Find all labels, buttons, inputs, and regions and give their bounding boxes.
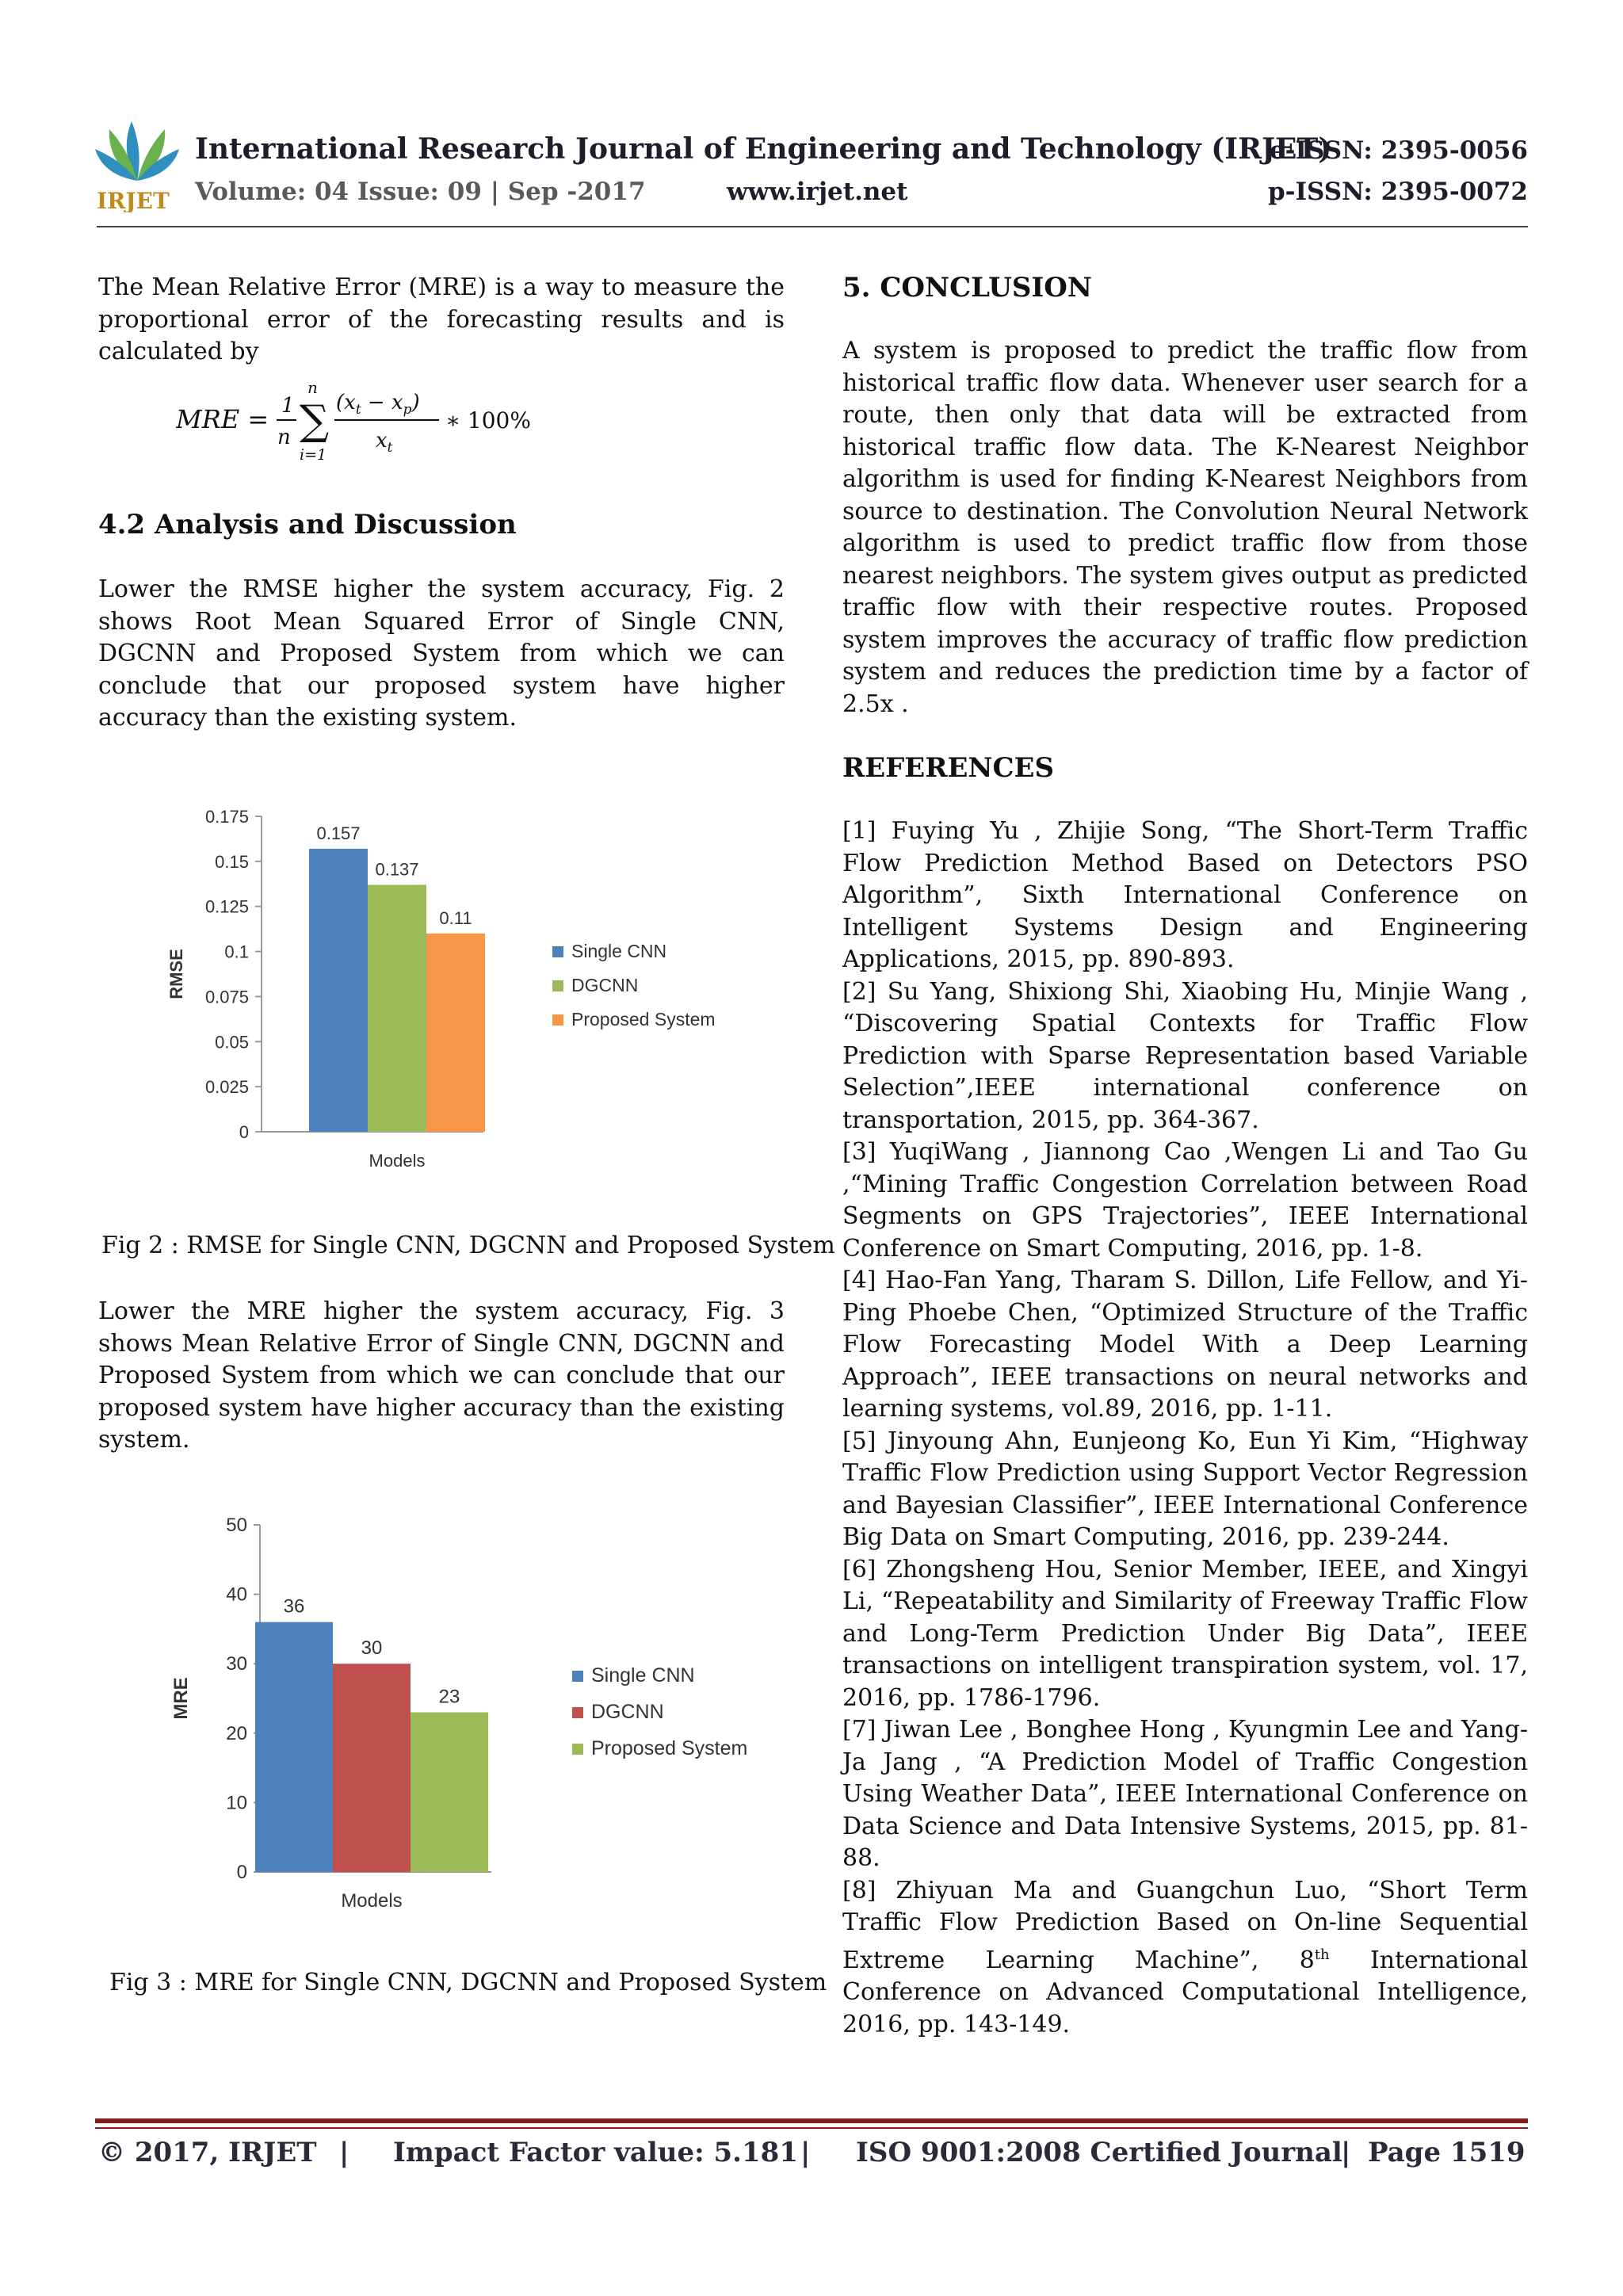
formula-sum-top: n — [307, 378, 318, 397]
fig2-caption: Fig 2 : RMSE for Single CNN, DGCNN and Proposed System — [101, 1232, 835, 1259]
reference-item: [6] Zhongsheng Hou, Senior Member, IEEE, and Xingyi Li, “Repeatability and Similarity of Freeway Traffic Flow and Long-Term Prediction Under Big Data”, IEEE transactions on intelligent transpiration system, vol. 17, 2016, pp. 1786-1796. — [842, 1555, 1528, 1712]
y-tick-label: 50 — [226, 1515, 247, 1536]
footer-copyright: © 2017, IRJET — [98, 2137, 317, 2168]
paragraph-rmse: Lower the RMSE higher the system accuracy, Fig. 2 shows Root Mean Squared Error of Single CNN, DGCNN and Proposed System from which we can conclude that our proposed system have higher accuracy than the existing system. — [98, 575, 785, 732]
footer-separator: | — [1341, 2137, 1351, 2168]
formula-frac-num: 1 — [281, 394, 295, 418]
reference-item: [1] Fuying Yu , Zhijie Song, “The Short-Term Traffic Flow Prediction Method Based on Detectors PSO Algorithm”, Sixth International Conference on Intelligent Systems Design and Engineering Applications, 2015, pp. 890-893. — [842, 817, 1528, 973]
logo-text: IRJET — [97, 188, 170, 212]
y-tick-label: 0.075 — [204, 987, 249, 1007]
data-label: 0.157 — [316, 823, 361, 843]
legend-label: Proposed System — [591, 1737, 748, 1759]
footer-page-number: Page 1519 — [1368, 2137, 1526, 2168]
y-tick-label: 20 — [226, 1722, 247, 1744]
footer-separator: | — [800, 2137, 811, 2168]
footer-separator: | — [339, 2137, 349, 2168]
footer-divider-thin — [95, 2127, 1528, 2129]
paragraph-mre: Lower the MRE higher the system accuracy, Fig. 3 shows Mean Relative Error of Single CNN, DGCNN and Proposed System from which we can conclude that our proposed system have higher accuracy than the existing system. — [98, 1297, 785, 1454]
formula-inner-num: $(x_t - x_p)$ — [336, 391, 420, 418]
footer-divider — [95, 2118, 1528, 2123]
y-tick-label: 0.175 — [204, 807, 249, 827]
legend-label: DGCNN — [571, 975, 639, 995]
legend-swatch — [552, 980, 563, 991]
website-link[interactable]: www.irjet.net — [727, 178, 908, 206]
left-column — [98, 272, 785, 369]
y-tick-label: 10 — [226, 1792, 247, 1814]
bar — [255, 1622, 333, 1872]
eissn: e-ISSN: 2395-0056 — [1269, 136, 1528, 165]
y-tick-label: 0.1 — [224, 942, 249, 962]
rmse-bar-chart — [158, 793, 761, 1181]
legend-swatch — [572, 1707, 583, 1718]
paragraph-mre-intro: The Mean Relative Error (MRE) is a way to measure the proportional error of the forecasting results and is calculated by — [98, 273, 785, 365]
y-tick-label: 40 — [226, 1584, 247, 1606]
reference-item: [5] Jinyoung Ahn, Eunjeong Ko, Eun Yi Kim, “Highway Traffic Flow Prediction using Support Vector Regression and Bayesian Classifier”, IEEE International Conference Big Data on Smart Computing, 2016, pp. 239-244. — [842, 1427, 1528, 1551]
y-tick-label: 0.125 — [204, 896, 249, 917]
data-label: 30 — [361, 1637, 383, 1660]
volume-issue: Volume: 04 Issue: 09 | Sep -2017 — [195, 178, 646, 206]
y-tick-label: 0.025 — [204, 1077, 249, 1098]
y-axis-label: MRE — [170, 1677, 192, 1720]
formula-sum-bottom: i=1 — [300, 446, 327, 464]
mre-bar-chart — [158, 1506, 761, 1934]
left-column-section — [98, 509, 785, 735]
x-axis-label: Models — [341, 1890, 403, 1912]
bar — [368, 884, 426, 1132]
legend-label: Single CNN — [571, 941, 667, 961]
section-heading-references: REFERENCES — [842, 752, 1055, 784]
reference-item: [2] Su Yang, Shixiong Shi, Xiaobing Hu, Minjie Wang , “Discovering Spatial Contexts for Traffic Flow Prediction with Sparse Representation based Variable Selection”,IEEE international conference on transportation, 2015, pp. 364-367. — [842, 977, 1528, 1134]
reference-item: [7] Jiwan Lee , Bonghee Hong , Kyungmin Lee and Yang-Ja Jang , “A Prediction Model of Traffic Congestion Using Weather Data”, IEEE International Conference on Data Science and Data Intensive Systems, 2015, pp. 81-88. — [842, 1716, 1528, 1872]
reference-item: [4] Hao-Fan Yang, Tharam S. Dillon, Life Fellow, and Yi-Ping Phoebe Chen, “Optimized Structure of the Traffic Flow Forecasting Model With a Deep Learning Approach”, IEEE transactions on neural networks and learning systems, vol.89, 2016, pp. 1-11. — [842, 1266, 1528, 1423]
pissn: p-ISSN: 2395-0072 — [1267, 178, 1528, 206]
legend-label: DGCNN — [591, 1701, 664, 1723]
y-axis-label: RMSE — [166, 949, 186, 999]
mre-formula — [176, 377, 548, 464]
reference-item: [3] YuqiWang , Jiannong Cao ,Wengen Li and Tao Gu ,“Mining Traffic Congestion Correlation between Road Segments on GPS Trajectories”, IEEE International Conference on Smart Computing, 2016, pp. 1-8. — [842, 1138, 1528, 1263]
formula-frac-den: n — [277, 426, 291, 449]
irjet-logo — [94, 113, 181, 212]
section-heading-conclusion: 5. CONCLUSION — [842, 272, 1092, 304]
logo-leaves — [95, 121, 179, 181]
data-label: 0.137 — [375, 859, 419, 880]
left-column-mre — [98, 1296, 785, 1457]
y-tick-label: 0.05 — [215, 1032, 249, 1052]
data-label: 23 — [438, 1686, 460, 1708]
x-axis-label: Models — [369, 1151, 426, 1171]
data-label: 36 — [283, 1595, 305, 1618]
legend-label: Proposed System — [571, 1009, 716, 1030]
legend-label: Single CNN — [591, 1664, 695, 1687]
bar — [309, 849, 368, 1132]
journal-title: International Research Journal of Engineering and Technology (IRJET) — [195, 132, 1332, 166]
legend-swatch — [572, 1744, 583, 1755]
footer-impact-factor: Impact Factor value: 5.181 — [393, 2137, 798, 2168]
fig3-caption: Fig 3 : MRE for Single CNN, DGCNN and Proposed System — [109, 1969, 827, 1996]
formula-tail: ∗ 100% — [445, 407, 531, 434]
y-tick-label: 0.15 — [215, 851, 249, 872]
legend-swatch — [552, 1014, 563, 1026]
bar — [426, 934, 485, 1132]
data-label: 0.11 — [439, 907, 472, 928]
reference-list — [842, 816, 1528, 2041]
legend-swatch — [572, 1671, 583, 1682]
bar — [411, 1713, 488, 1872]
formula-lhs: MRE = — [176, 404, 269, 434]
y-tick-label: 0 — [236, 1862, 247, 1883]
bar — [333, 1664, 411, 1872]
reference-item: [8] Zhiyuan Ma and Guangchun Luo, “Short Term Traffic Flow Prediction Based on On-line Sequential Extreme Learning Machine”, 8th International Conference on Advanced Computational Intelligence, 2016, pp. 143-149. — [842, 1876, 1528, 2038]
footer-iso: ISO 9001:2008 Certified Journal — [856, 2137, 1342, 2168]
formula-inner-den: $x_t$ — [376, 429, 393, 456]
section-heading-analysis: 4.2 Analysis and Discussion — [98, 509, 517, 541]
y-tick-label: 0 — [239, 1122, 249, 1142]
header-divider — [97, 226, 1528, 227]
y-tick-label: 30 — [226, 1653, 247, 1675]
right-column — [842, 272, 1528, 2041]
paragraph-conclusion: A system is proposed to predict the traffic flow from historical traffic flow data. Whenever user search for a route, then only that data will be extracted from historical traffic flow data. The K-Nearest Neighbor algorithm is used for finding K-Nearest Neighbors from source to destination. The Convolution Neural Network algorithm is used to predict traffic flow from those nearest neighbors. The system gives output as predicted traffic flow with their respective routes. Proposed system improves the accuracy of traffic flow prediction system and reduces the prediction time by a factor of 2.5x . — [842, 337, 1528, 718]
legend-swatch — [552, 946, 563, 957]
formula-sigma: ∑ — [300, 397, 330, 445]
